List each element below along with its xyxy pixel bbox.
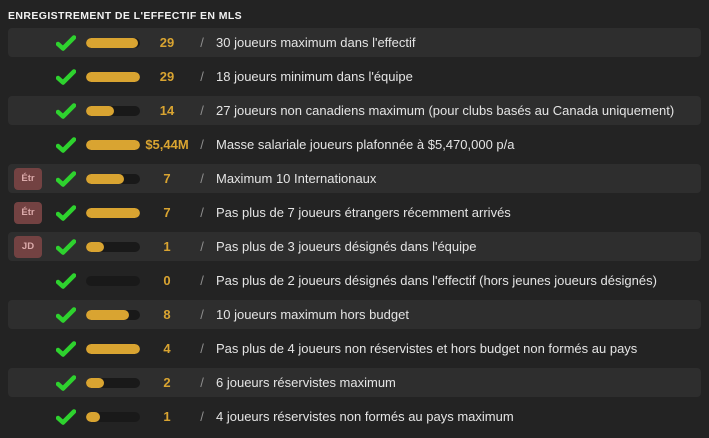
progress-bar [86,208,140,218]
rule-description: Maximum 10 Internationaux [216,171,377,186]
rule-row [8,368,701,397]
progress-bar-fill [86,378,104,388]
panel-header [0,0,709,22]
progress-bar-fill [86,174,124,184]
rule-current-value: 4 [163,341,171,356]
progress-bar [86,72,140,82]
progress-bar [86,106,140,116]
progress-bar-cell [84,106,142,116]
rule-description: 10 joueurs maximum hors budget [216,307,409,322]
progress-bar-cell [84,378,142,388]
progress-bar-fill [86,412,100,422]
slash-separator: / [200,171,204,186]
slash-separator: / [200,409,204,424]
progress-bar-fill [86,242,104,252]
rule-row [8,130,701,159]
progress-bar-cell [84,140,142,150]
progress-bar [86,310,140,320]
progress-bar-cell [84,174,142,184]
slash-separator: / [200,307,204,322]
rule-row [8,232,701,261]
rule-row [8,164,701,193]
player-type-badge: Étr [14,168,42,190]
rule-description: 18 joueurs minimum dans l'équipe [216,69,413,84]
progress-bar [86,412,140,422]
progress-bar-fill [86,208,140,218]
progress-bar-fill [86,344,140,354]
progress-bar-cell [84,242,142,252]
check-icon [48,103,84,119]
rule-row [8,266,701,295]
rule-description: Pas plus de 3 joueurs désignés dans l'équipe [216,239,477,254]
check-icon [48,307,84,323]
progress-bar [86,140,140,150]
check-icon [48,137,84,153]
player-type-badge: JD [14,236,42,258]
rule-description: 27 joueurs non canadiens maximum (pour clubs basés au Canada uniquement) [216,103,675,118]
check-icon [48,409,84,425]
slash-separator: / [200,205,204,220]
progress-bar-cell [84,276,142,286]
rule-row [8,62,701,91]
rule-current-value: 14 [159,103,175,118]
rule-description: Pas plus de 4 joueurs non réservistes et hors budget non formés au pays [216,341,638,356]
progress-bar [86,276,140,286]
check-icon [48,273,84,289]
rule-description: 4 joueurs réservistes non formés au pays maximum [216,409,514,424]
panel-title: ENREGISTREMENT DE L'EFFECTIF EN MLS [8,10,243,22]
rule-current-value: 29 [159,35,175,50]
progress-bar-fill [86,38,138,48]
rule-description: Masse salariale joueurs plafonnée à $5,470,000 p/a [216,137,515,152]
progress-bar [86,344,140,354]
check-icon [48,239,84,255]
slash-separator: / [200,103,204,118]
badge-cell [8,236,48,258]
slash-separator: / [200,137,204,152]
progress-bar-cell [84,310,142,320]
rule-row [8,402,701,431]
progress-bar-cell [84,38,142,48]
rule-row [8,334,701,363]
rule-current-value: 7 [163,205,171,220]
badge-cell [8,168,48,190]
rule-description: 6 joueurs réservistes maximum [216,375,396,390]
registration-rules-list [0,22,709,431]
progress-bar-cell [84,412,142,422]
progress-bar [86,378,140,388]
progress-bar-fill [86,140,140,150]
rule-row [8,300,701,329]
progress-bar-fill [86,310,129,320]
player-type-badge: Étr [14,202,42,224]
rule-current-value: 7 [163,171,171,186]
progress-bar [86,174,140,184]
rule-row [8,28,701,57]
slash-separator: / [200,375,204,390]
progress-bar [86,38,140,48]
slash-separator: / [200,273,204,288]
rule-description: Pas plus de 7 joueurs étrangers récemment arrivés [216,205,511,220]
progress-bar-cell [84,344,142,354]
check-icon [48,69,84,85]
rule-current-value: $5,44M [145,137,189,152]
progress-bar-fill [86,106,114,116]
check-icon [48,375,84,391]
progress-bar-cell [84,208,142,218]
check-icon [48,205,84,221]
rule-current-value: 0 [163,273,171,288]
progress-bar [86,242,140,252]
rule-current-value: 1 [163,239,171,254]
progress-bar-fill [86,72,140,82]
check-icon [48,341,84,357]
check-icon [48,171,84,187]
rule-current-value: 2 [163,375,171,390]
badge-cell [8,202,48,224]
rule-current-value: 29 [159,69,175,84]
progress-bar-cell [84,72,142,82]
rule-current-value: 1 [163,409,171,424]
rule-row [8,96,701,125]
slash-separator: / [200,239,204,254]
rule-description: 30 joueurs maximum dans l'effectif [216,35,416,50]
slash-separator: / [200,341,204,356]
slash-separator: / [200,35,204,50]
check-icon [48,35,84,51]
rule-description: Pas plus de 2 joueurs désignés dans l'effectif (hors jeunes joueurs désignés) [216,273,657,288]
slash-separator: / [200,69,204,84]
rule-current-value: 8 [163,307,171,322]
rule-row [8,198,701,227]
